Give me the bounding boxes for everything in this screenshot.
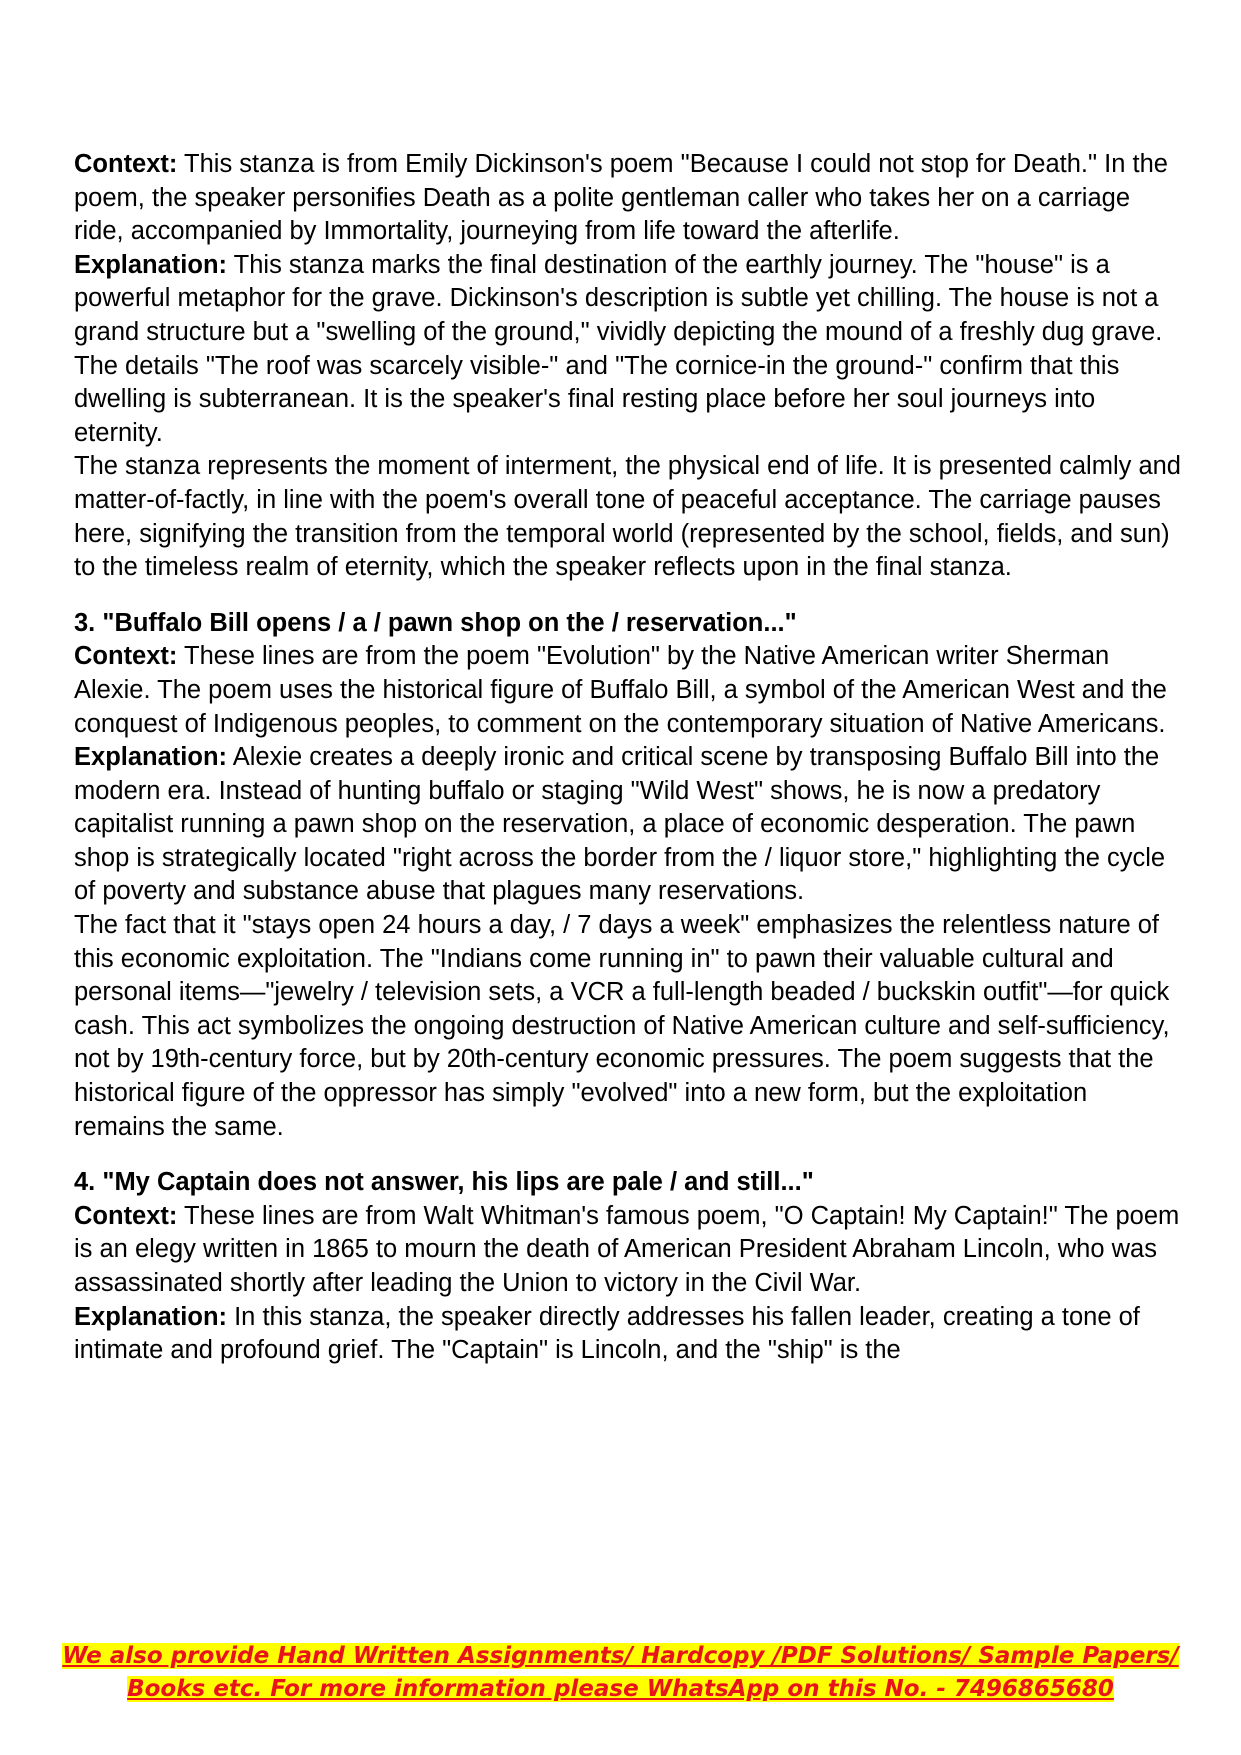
- context-paragraph: [74, 640, 1184, 741]
- explanation-continued-paragraph: The stanza represents the moment of interment, the physical end of life. It is presented calmly and matter-of-factly, in line with the poem's overall tone of peaceful acceptance. The carriage pauses here, signifying the transition from the temporal world (represented by the school, fields, and sun) to the timeless realm of eternity, which the speaker reflects upon in the final stanza.: [74, 452, 1181, 582]
- explanation-label: Explanation:: [74, 743, 228, 772]
- explanation-paragraph: [74, 1301, 1184, 1368]
- explanation-continued-paragraph: The fact that it "stays open 24 hours a day, / 7 days a week" emphasizes the relentless nature of this economic exploitation. The "Indians come running in" to pawn their valuable cultural and personal items—"jewelry / television sets, a VCR a full-length beaded / buckskin outfit"—for quick cash. This act symbolizes the ongoing destruction of Native American culture and self-sufficiency, not by 19th-century force, but by 20th-century economic pressures. The poem suggests that the historical figure of the oppressor has simply "evolved" into a new form, but the exploitation remains the same.: [74, 911, 1170, 1141]
- context-label: Context:: [74, 1201, 178, 1230]
- context-text: These lines are from the poem "Evolution" by the Native American writer Sherman Alexie. The poem uses the historical figure of Buffalo Bill, a symbol of the American West and the conquest of Indigenous peoples, to comment on the contemporary situation of Native Americans.: [74, 642, 1167, 738]
- context-text: These lines are from Walt Whitman's famous poem, "O Captain! My Captain!" The poem is an elegy written in 1865 to mourn the death of American President Abraham Lincoln, who was assassinated shortly after leading the Union to victory in the Civil War.: [74, 1201, 1180, 1297]
- context-label: Context:: [74, 642, 178, 671]
- explanation-paragraph: [74, 741, 1184, 909]
- promo-text-1: We also provide Hand Written Assignments/ Hardcopy /PDF Solutions/ Sample Papers/: [62, 1643, 1179, 1669]
- explanation-text: This stanza marks the final destination of the earthly journey. The "house" is a powerful metaphor for the grave. Dickinson's description is subtle yet chilling. The house is not a grand structure but a "swelling of the ground," vividly depicting the mound of a freshly dug grave. The details "The roof was scarcely visible-" and "The cornice-in the ground-" confirm that this dwelling is subterranean. It is the speaker's final resting place before her soul journeys into eternity.: [74, 250, 1163, 447]
- promo-line-1: [0, 1640, 1241, 1673]
- explanation-label: Explanation:: [74, 250, 228, 279]
- context-paragraph: [74, 1200, 1184, 1301]
- section-heading: 4. "My Captain does not answer, his lips are pale / and still...": [74, 1168, 814, 1197]
- context-text: This stanza is from Emily Dickinson's poem "Because I could not stop for Death." In the poem, the speaker personifies Death as a polite gentleman caller who takes her on a carriage ride, accompanied by Immortality, journeying from life toward the afterlife.: [74, 150, 1168, 246]
- explanation-text: In this stanza, the speaker directly addresses his fallen leader, creating a tone of intimate and profound grief. The "Captain" is Lincoln, and the "ship" is the: [74, 1302, 1140, 1365]
- promo-footer: [0, 1640, 1241, 1706]
- context-label: Context:: [74, 150, 178, 178]
- document-body: [74, 148, 1184, 1368]
- explanation-text: Alexie creates a deeply ironic and critical scene by transposing Buffalo Bill into the modern era. Instead of hunting buffalo or staging "Wild West" shows, he is now a predatory capitalist running a pawn shop on the reservation, a place of economic desperation. The pawn shop is strategically located "right across the border from the / liquor store," highlighting the cycle of poverty and substance abuse that plagues many reservations.: [74, 743, 1166, 906]
- explanation-paragraph: [74, 249, 1184, 451]
- section-heading: 3. "Buffalo Bill opens / a / pawn shop on the / reservation...": [74, 608, 797, 637]
- context-paragraph: [74, 148, 1184, 249]
- promo-line-2: [0, 1673, 1241, 1706]
- explanation-label: Explanation:: [74, 1302, 228, 1331]
- promo-text-2: Books etc. For more information please WhatsApp on this No. - 7496865680: [127, 1676, 1114, 1702]
